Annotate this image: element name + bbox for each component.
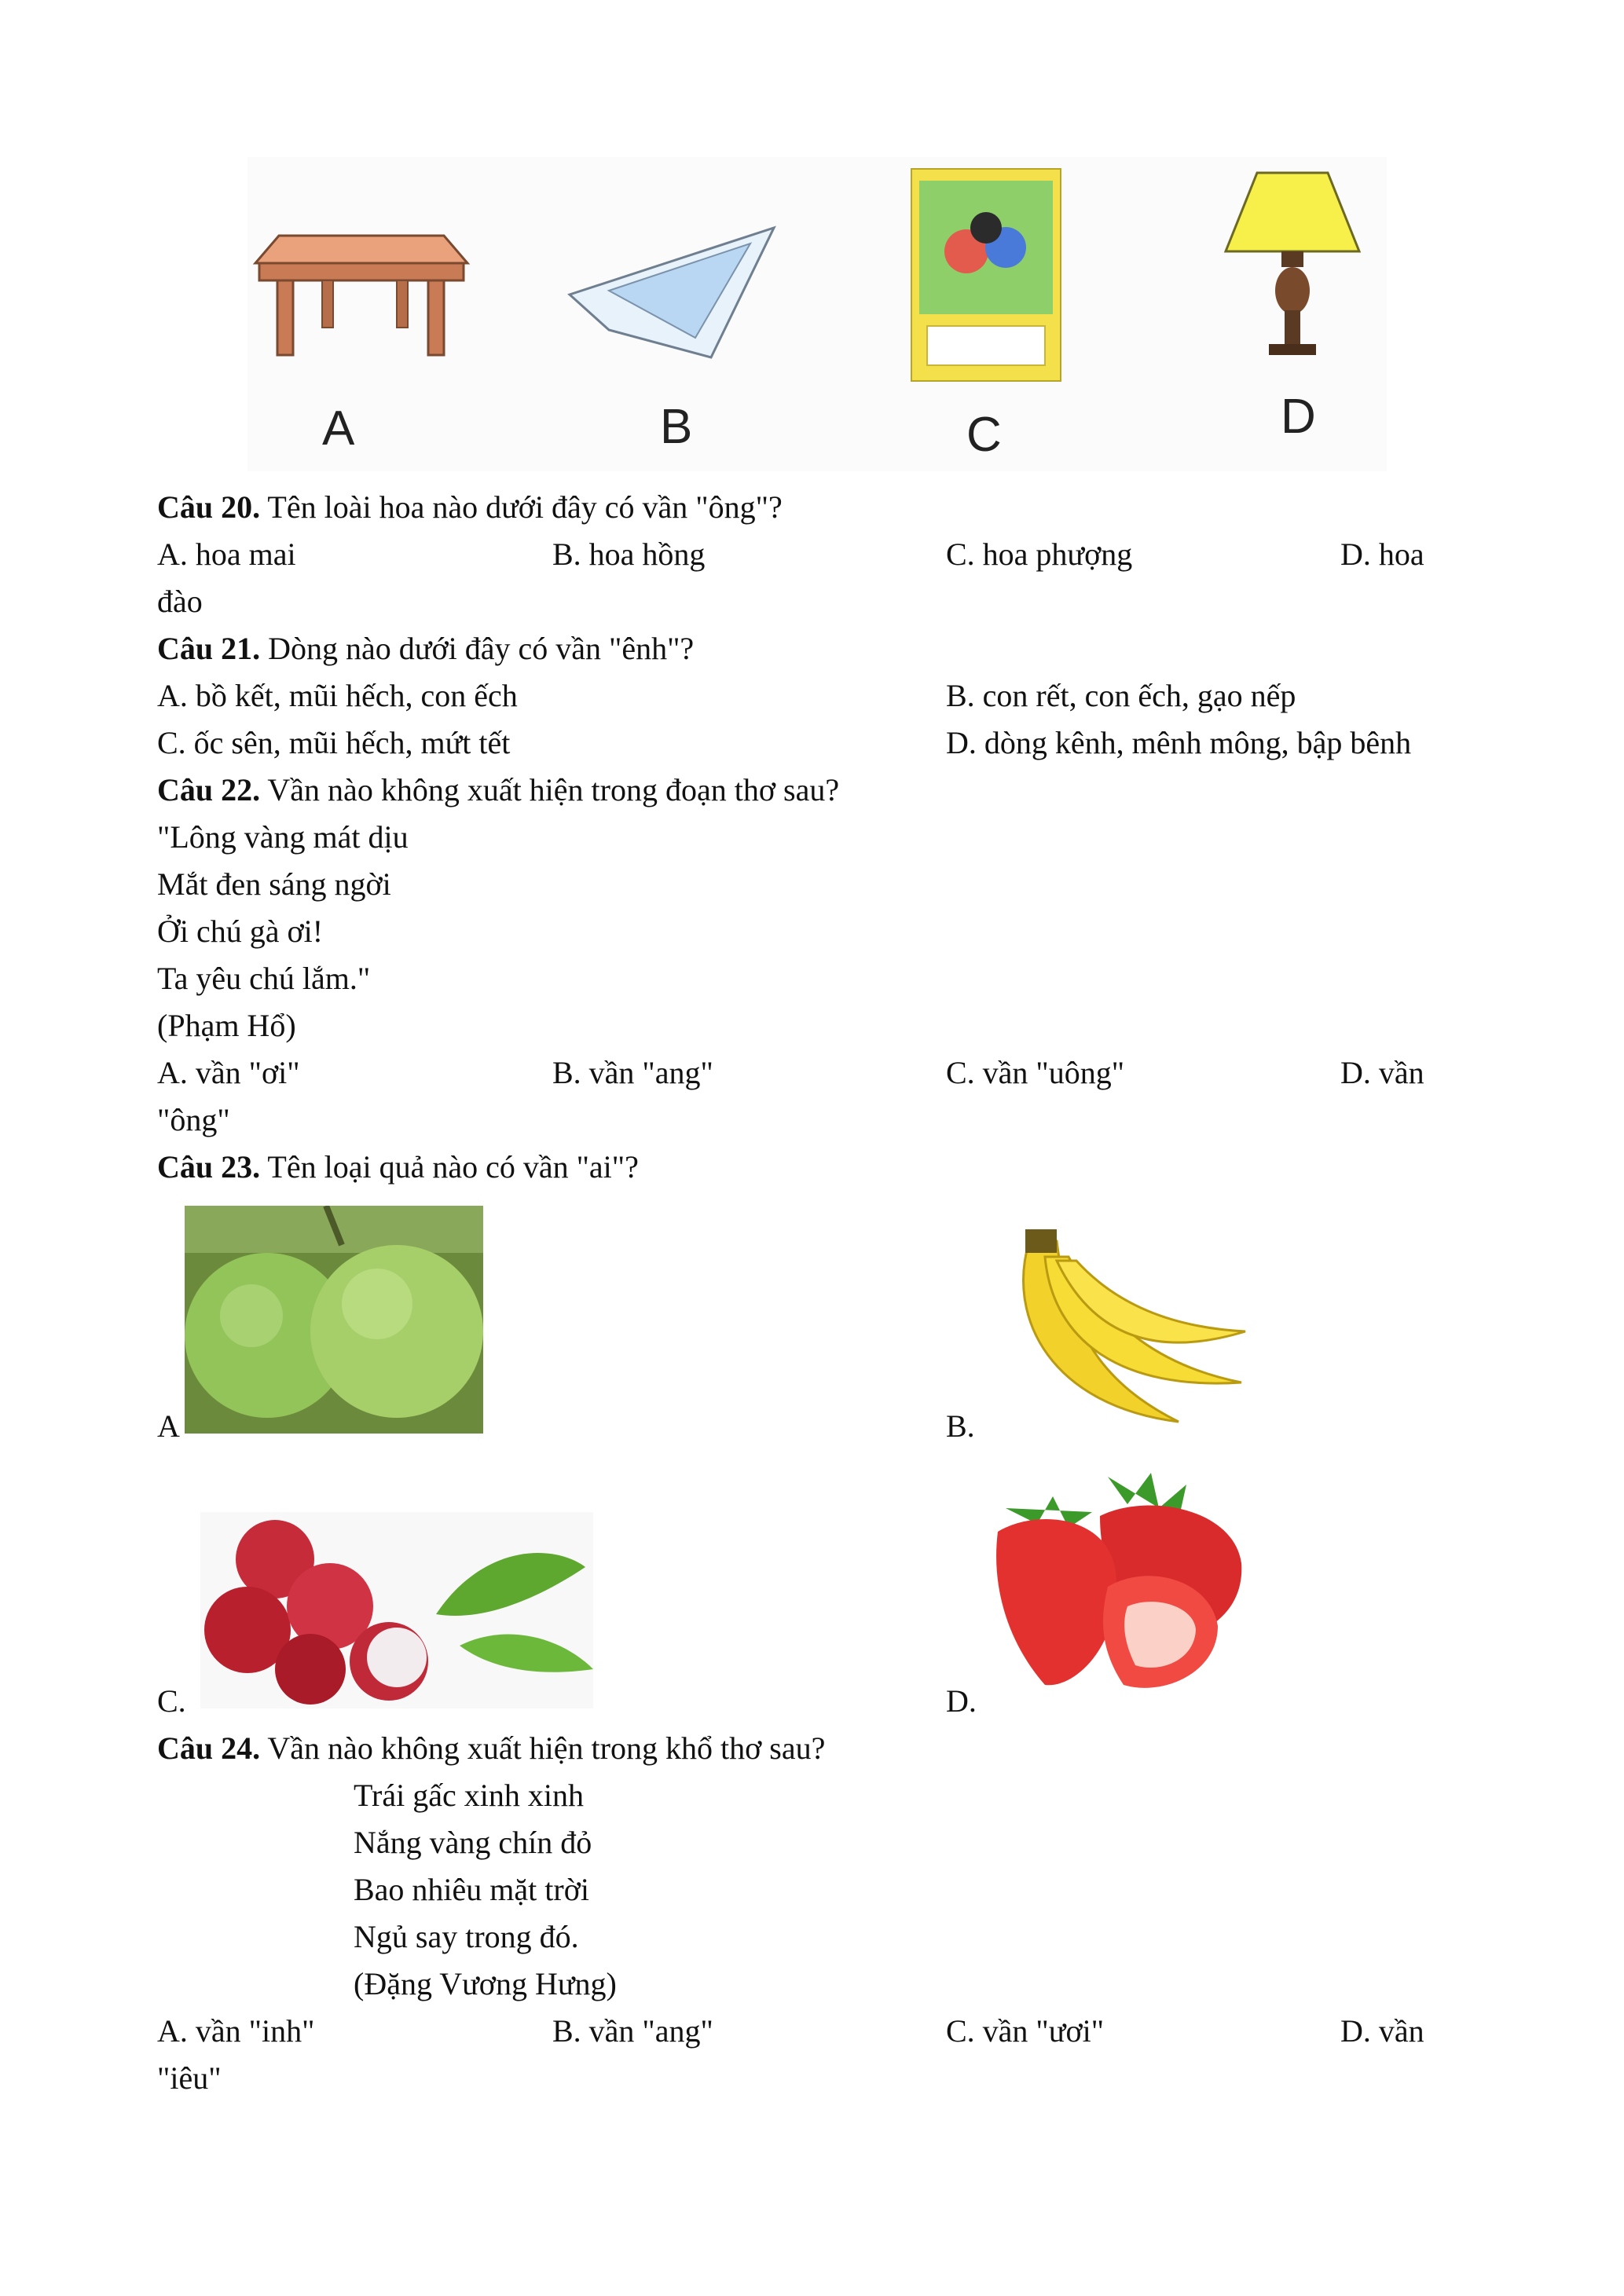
q24-option-a: A. vần "inh" <box>157 2013 315 2049</box>
q22-poem-line-1: "Lông vàng mát dịu <box>157 819 409 855</box>
question-23 <box>157 1148 639 1186</box>
option-label-a: A <box>322 401 355 456</box>
handkerchief-image <box>562 220 797 377</box>
q23-option-c: C. <box>157 1683 186 1719</box>
q24-poem-line-2: Nắng vàng chín đỏ <box>354 1825 592 1860</box>
q22-option-a: A. vần "ơi" <box>157 1055 300 1090</box>
question-number: Câu 22. <box>157 772 261 807</box>
question-text: Tên loại quả nào có vần "ai"? <box>260 1149 639 1185</box>
q23-option-b: B. <box>946 1408 975 1444</box>
q24-option-d: D. vần <box>1340 2013 1424 2049</box>
q22-option-c: C. vần "uông" <box>946 1055 1125 1090</box>
q20-option-a: A. hoa mai <box>157 536 296 572</box>
q24-poem-line-3: Bao nhiêu mặt trời <box>354 1872 589 1907</box>
q24-option-b: B. vần "ang" <box>552 2013 713 2049</box>
question-number: Câu 20. <box>157 489 261 525</box>
lychee-image <box>200 1512 593 1708</box>
q22-option-d-continued: "ông" <box>157 1102 230 1137</box>
question-number: Câu 24. <box>157 1730 261 1766</box>
q20-option-c: C. hoa phượng <box>946 536 1133 572</box>
q22-poem-line-4: Ta yêu chú lắm." <box>157 961 371 996</box>
q22-option-b: B. vần "ang" <box>552 1055 713 1090</box>
question-text: Tên loài hoa nào dưới đây có vần "ông"? <box>260 489 783 525</box>
option-label-b: B <box>660 400 693 454</box>
option-label-d: D <box>1281 390 1316 444</box>
table-image <box>247 204 483 361</box>
q24-option-d-continued: "iêu" <box>157 2060 222 2096</box>
q23-option-a: A <box>157 1408 180 1444</box>
question-21 <box>157 630 694 668</box>
q23-option-d: D. <box>946 1683 977 1719</box>
banana-image <box>982 1225 1249 1437</box>
question-number: Câu 23. <box>157 1149 261 1185</box>
q22-poem-line-3: Ởi chú gà ơi! <box>157 914 324 949</box>
q21-option-b: B. con rết, con ếch, gạo nếp <box>946 678 1296 713</box>
option-label-c: C <box>966 408 1002 462</box>
lamp-image <box>1214 157 1371 369</box>
q22-option-d: D. vần <box>1340 1055 1424 1090</box>
question-20 <box>157 489 783 526</box>
q21-option-c: C. ốc sên, mũi hếch, mứt tết <box>157 725 511 760</box>
q20-option-b: B. hoa hồng <box>552 536 706 572</box>
q22-poem-line-2: Mắt đen sáng ngời <box>157 866 391 902</box>
question-number: Câu 21. <box>157 631 261 666</box>
q20-option-d: D. hoa <box>1340 536 1424 572</box>
question-24 <box>157 1730 825 1767</box>
q24-poem-line-1: Trái gấc xinh xinh <box>354 1778 584 1813</box>
question-text: Vần nào không xuất hiện trong đoạn thơ sau? <box>260 772 840 807</box>
objects-illustration <box>247 157 1387 471</box>
question-text: Dòng nào dưới đây có vần "ênh"? <box>260 631 695 666</box>
q22-poem-author: (Phạm Hổ) <box>157 1008 296 1043</box>
question-text: Vần nào không xuất hiện trong khổ thơ sau? <box>260 1730 826 1766</box>
q21-option-a: A. bồ kết, mũi hếch, con ếch <box>157 678 518 713</box>
pomelo-image <box>185 1206 483 1434</box>
q24-poem-author: (Đặng Vương Hưng) <box>354 1966 617 2001</box>
q24-poem-line-4: Ngủ say trong đó. <box>354 1919 579 1954</box>
strawberry-image <box>990 1461 1257 1712</box>
q20-option-d-continued: đào <box>157 584 203 619</box>
q24-option-c: C. vần "ươi" <box>946 2013 1105 2049</box>
question-22 <box>157 771 839 809</box>
q21-option-d: D. dòng kênh, mênh mông, bập bênh <box>946 725 1412 760</box>
notebook-image <box>907 165 1065 385</box>
